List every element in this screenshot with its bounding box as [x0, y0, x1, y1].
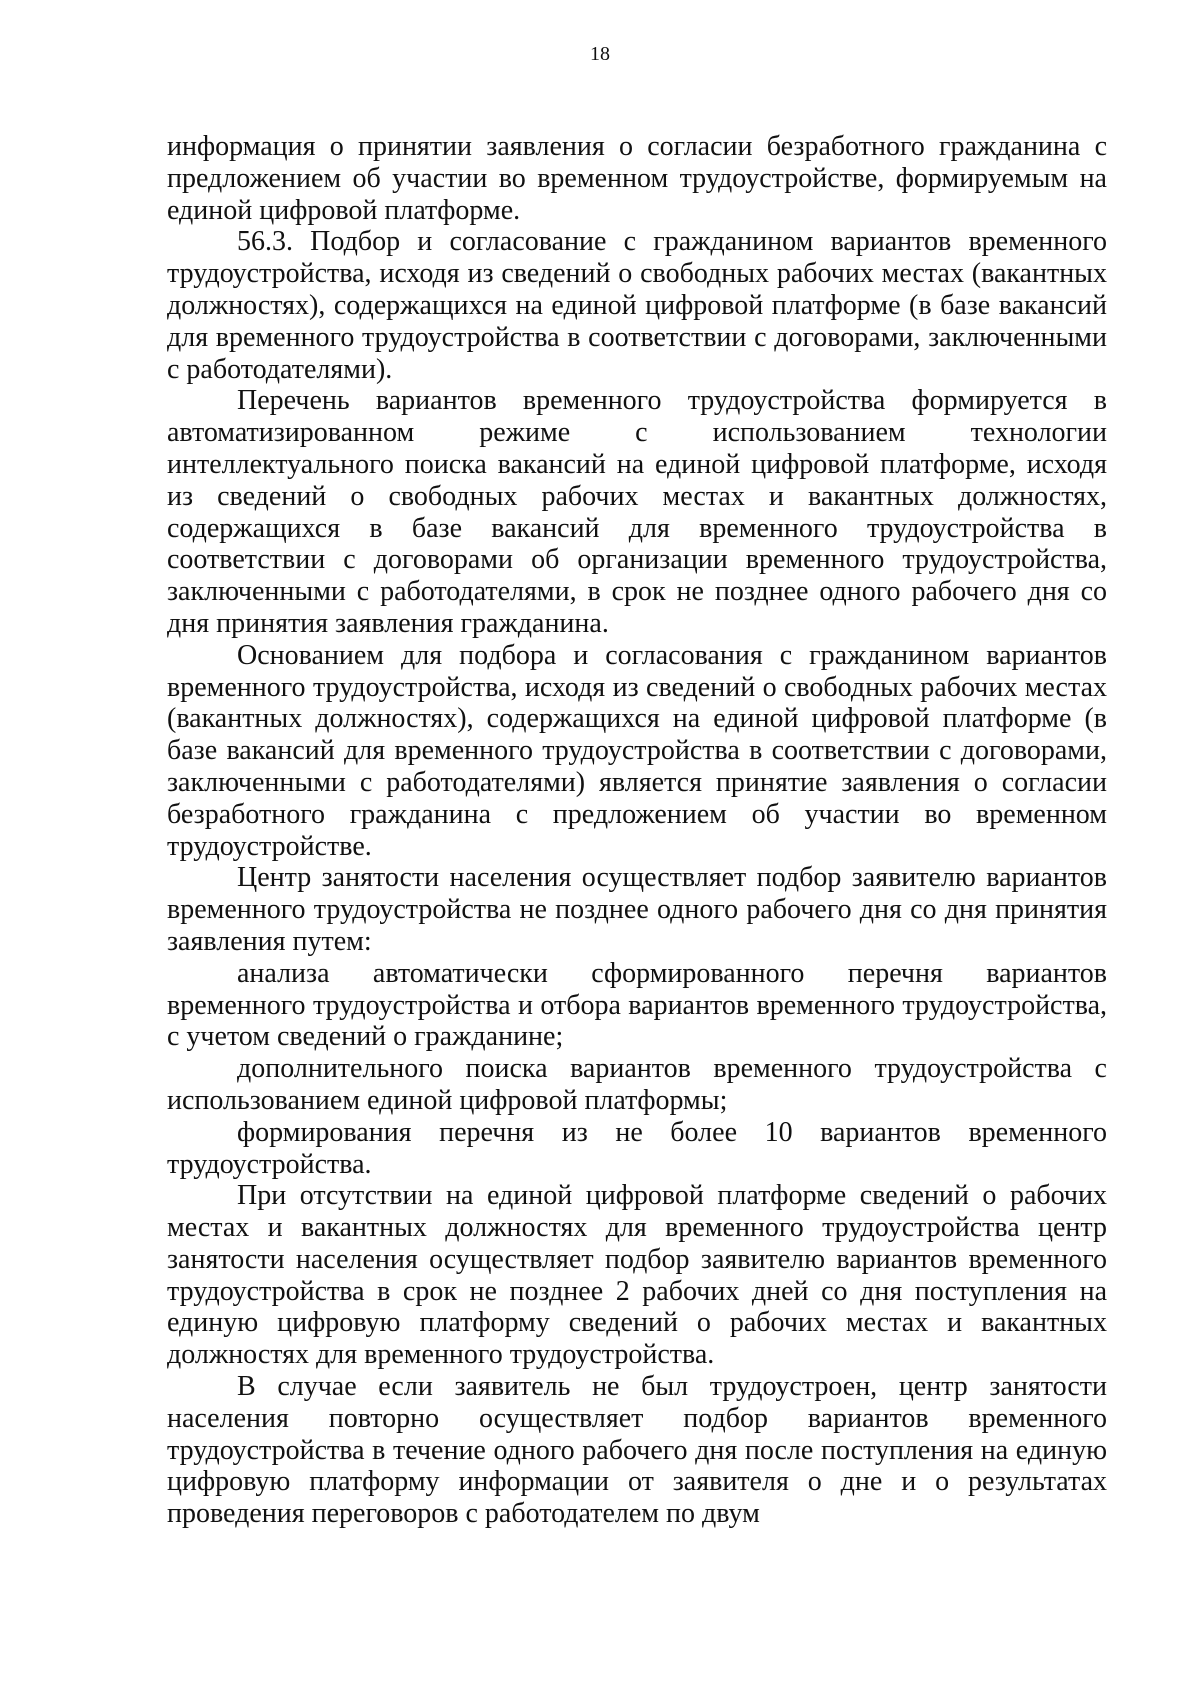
page-number: 18	[590, 43, 610, 65]
paragraph-variants-list: Перечень вариантов временного трудоустройства формируется в автоматизированном режиме с использованием технологии интеллектуального поиска вакансий на единой цифровой платформе, исходя из сведений о свободных рабочих местах и вакантных должностях, содержащихся в базе вакансий для временного трудоустройства в соответствии с договорами об организации временного трудоустройства, заключенными с работодателями, в срок не позднее одного рабочего дня со дня принятия заявления гражданина.	[167, 385, 1107, 639]
paragraph-analysis: анализа автоматически сформированного перечня вариантов временного трудоустройства и отбора вариантов временного трудоустройства, с учетом сведений о гражданине;	[167, 957, 1107, 1053]
paragraph-forming-list: формирования перечня из не более 10 вариантов временного трудоустройства.	[167, 1116, 1107, 1180]
paragraph-basis: Основанием для подбора и согласования с гражданином вариантов временного трудоустройства, исходя из сведений о свободных рабочих местах (вакантных должностях), содержащихся на единой цифровой платформе (в базе вакансий для временного трудоустройства в соответствии с договорами, заключенными с работодателями) является принятие заявления о согласии безработного гражданина с предложением об участии во временном трудоустройстве.	[167, 639, 1107, 862]
paragraph-not-employed: В случае если заявитель не был трудоустроен, центр занятости населения повторно осуществляет подбор вариантов временного трудоустройства в течение одного рабочего дня после поступления на единую цифровую платформу информации от заявителя о дне и о результатах проведения переговоров с работодателем по двум	[167, 1371, 1107, 1530]
paragraph-continuation: информация о принятии заявления о согласии безработного гражданина с предложением об участии во временном трудоустройстве, формируемым на единой цифровой платформе.	[167, 131, 1107, 226]
paragraph-employment-center: Центр занятости населения осуществляет подбор заявителю вариантов временного трудоустройства не позднее одного рабочего дня со дня принятия заявления путем:	[167, 862, 1107, 957]
paragraph-additional-search: дополнительного поиска вариантов временного трудоустройства с использованием единой цифровой платформы;	[167, 1053, 1107, 1116]
document-body	[167, 131, 1107, 1530]
paragraph-absence-of-data: При отсутствии на единой цифровой платформе сведений о рабочих местах и вакантных должностях для временного трудоустройства центр занятости населения осуществляет подбор заявителю вариантов временного трудоустройства в срок не позднее 2 рабочих дней со дня поступления на единую цифровую платформу сведений о рабочих местах и вакантных должностях для временного трудоустройства.	[167, 1180, 1107, 1371]
paragraph-item-56-3: 56.3. Подбор и согласование с гражданином вариантов временного трудоустройства, исходя из сведений о свободных рабочих местах (вакантных должностях), содержащихся на единой цифровой платформе (в базе вакансий для временного трудоустройства в соответствии с договорами, заключенными с работодателями).	[167, 226, 1107, 385]
